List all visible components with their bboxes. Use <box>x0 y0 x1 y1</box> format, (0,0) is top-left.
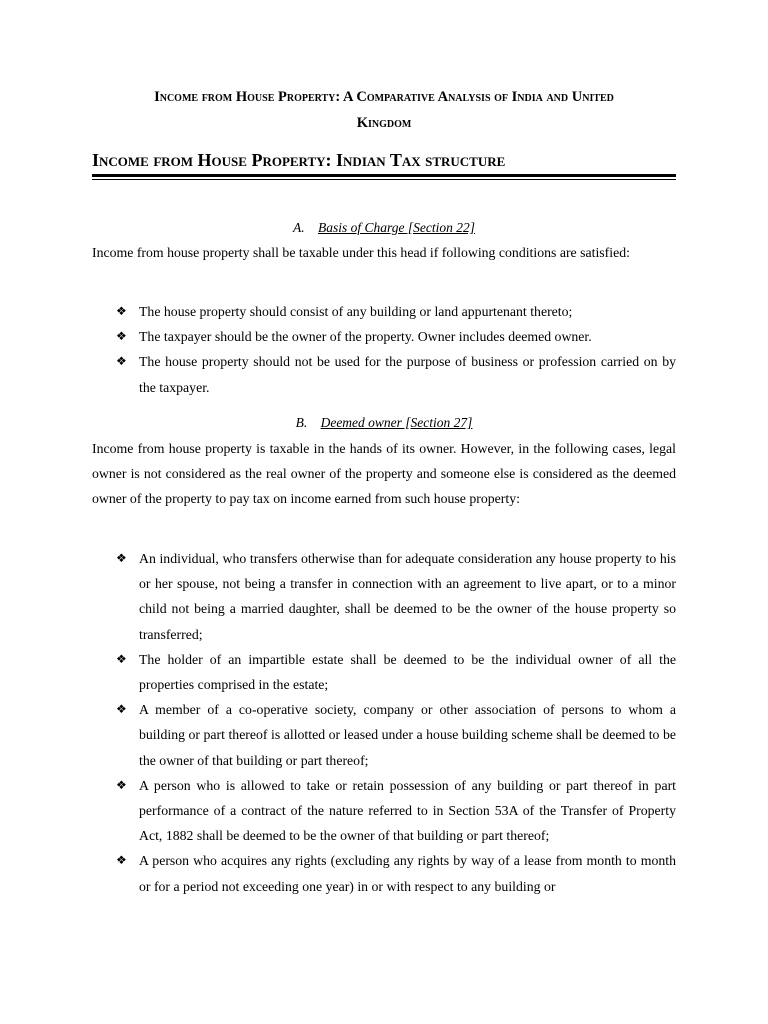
section-b-heading <box>92 413 676 433</box>
title-rule-thick <box>92 174 676 177</box>
list-item: ❖ An individual, who transfers otherwise than for adequate consideration any house property to his or her spouse, not being a transfer in connection with an agreement to live apart, or to a minor child not being a married daughter, shall be deemed to be the owner of the house property so transferred; <box>92 546 676 647</box>
list-item: ❖ The house property should consist of any building or land appurtenant thereto; <box>92 299 676 324</box>
section-a-intro: Income from house property shall be taxable under this head if following conditions are satisfied: <box>92 245 630 260</box>
title-line-2: Kingdom <box>356 115 412 131</box>
title-line-1: Income from House Property: A Comparative Analysis of India and United <box>154 89 614 105</box>
section-b-intro: Income from house property is taxable in the hands of its owner. However, in the following cases, legal owner is not considered as the real owner of the property and someone else is considered as the deemed owner of the property to pay tax on income earned from such house property: <box>92 441 676 507</box>
section-b-heading-text: Deemed owner [Section 27] <box>320 415 473 430</box>
section-a-letter: A. <box>293 220 305 235</box>
diamond-bullet-icon: ❖ <box>116 354 127 369</box>
section-b-letter: B. <box>295 415 308 430</box>
diamond-bullet-icon: ❖ <box>116 329 127 344</box>
section-a-heading <box>92 218 676 238</box>
section-b-bullet-list <box>92 546 676 899</box>
diamond-bullet-icon: ❖ <box>116 702 127 717</box>
document-title <box>92 84 676 136</box>
diamond-bullet-icon: ❖ <box>116 777 127 792</box>
list-item: ❖ The holder of an impartible estate shall be deemed to be the individual owner of all the properties comprised in the estate; <box>92 647 676 697</box>
section-title: Income from House Property: Indian Tax structure <box>92 150 506 170</box>
title-rule-thin <box>92 179 676 180</box>
diamond-bullet-icon: ❖ <box>116 304 127 318</box>
list-item: ❖ The house property should not be used for the purpose of business or profession carried on by the taxpayer. <box>92 349 676 399</box>
list-item: ❖ A person who is allowed to take or retain possession of any building or part thereof in part performance of a contract of the nature referred to in Section 53A of the Transfer of Property Act, 1882 shall be deemed to be the owner of that building or part thereof; <box>92 773 676 849</box>
list-item: ❖ The taxpayer should be the owner of the property. Owner includes deemed owner. <box>92 324 676 349</box>
section-a-bullet-list <box>92 299 676 400</box>
diamond-bullet-icon: ❖ <box>116 651 127 666</box>
list-item: ❖ A person who acquires any rights (excluding any rights by way of a lease from month to month or for a period not exceeding one year) in or with respect to any building or <box>92 848 676 898</box>
list-item: ❖ A member of a co-operative society, company or other association of persons to whom a building or part thereof is allotted or leased under a house building scheme shall be deemed to be the owner of that building or part thereof; <box>92 697 676 773</box>
section-a-heading-text: Basis of Charge [Section 22] <box>318 220 475 235</box>
diamond-bullet-icon: ❖ <box>116 551 127 565</box>
diamond-bullet-icon: ❖ <box>116 853 127 868</box>
